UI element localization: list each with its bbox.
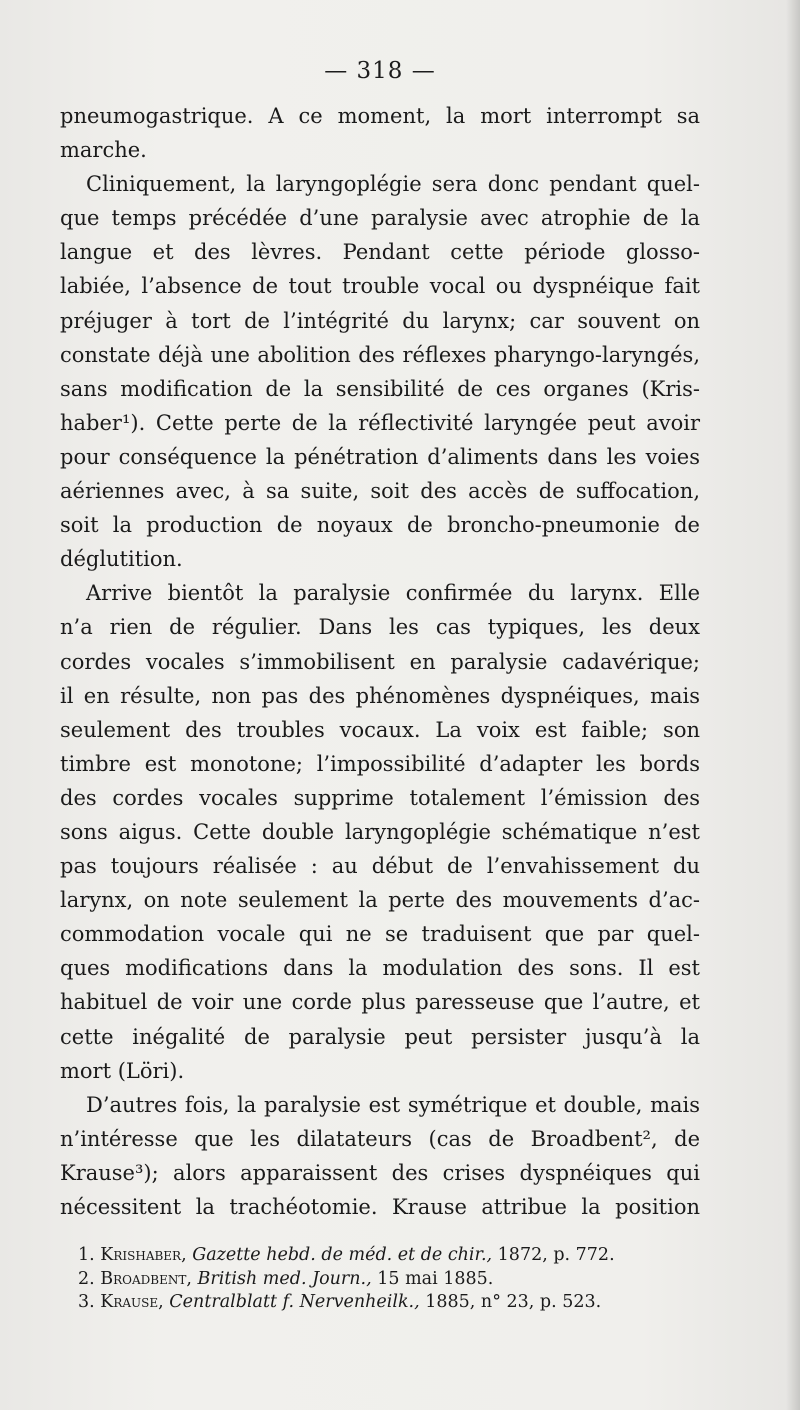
text-line: sons aigus. Cette double laryngoplégie schématique n’est: [60, 819, 700, 844]
footnote-title: British med. Journ.,: [197, 1268, 372, 1289]
text-line: pour conséquence la pénétration d’aliments dans les voies: [60, 444, 700, 469]
text-line: constate déjà une abolition des réflexes pharyngo-laryngés,: [60, 342, 700, 367]
text-line: n’intéresse que les dilatateurs (cas de Broadbent², de: [60, 1126, 700, 1151]
text-line: préjuger à tort de l’intégrité du larynx; car souvent on: [60, 308, 700, 333]
text-line: marche.: [60, 138, 147, 163]
footnote-title: Centralblatt f. Nervenheilk.,: [169, 1292, 420, 1312]
text-line: soit la production de noyaux de broncho-pneumonie de: [60, 513, 700, 538]
footnotes: [78, 1244, 698, 1315]
footnote-detail: 15 mai 1885.: [377, 1268, 494, 1289]
text-line: sans modification de la sensibilité de ces organes (Kris-: [60, 376, 700, 401]
text-line: labiée, l’absence de tout trouble vocal ou dyspnéique fait: [60, 274, 700, 299]
paragraph: [60, 99, 700, 167]
footnote-author: Krause,: [100, 1292, 164, 1312]
text-line: commodation vocale qui ne se traduisent que par quel-: [60, 922, 700, 947]
text-line: déglutition.: [60, 547, 183, 572]
text-line: ques modifications dans la modulation des sons. Il est: [60, 956, 700, 981]
text-line: nécessitent la trachéotomie. Krause attribue la position: [60, 1195, 700, 1219]
footnote-author: Krishaber,: [100, 1245, 187, 1265]
footnote: [78, 1244, 698, 1268]
text-line: langue et des lèvres. Pendant cette période glosso-: [60, 240, 700, 265]
footnote-number: 3.: [78, 1292, 95, 1312]
paragraph: [60, 167, 700, 576]
text-line: des cordes vocales supprime totalement l’émission des: [60, 785, 700, 810]
text-line: haber¹). Cette perte de la réflectivité laryngée peut avoir: [60, 410, 700, 435]
text-line: mort (Löri).: [60, 1058, 185, 1083]
text-line: n’a rien de régulier. Dans les cas typiques, les deux: [60, 615, 700, 640]
text-line: cordes vocales s’immobilisent en paralysie cadavérique;: [60, 649, 700, 674]
text-line: aériennes avec, à sa suite, soit des accès de suffocation,: [60, 479, 700, 504]
text-line: que temps précédée d’une paralysie avec atrophie de la: [60, 206, 700, 231]
text-line: timbre est monotone; l’impossibilité d’adapter les bords: [60, 751, 700, 776]
paragraph: [60, 1088, 700, 1224]
text-line: larynx, on note seulement la perte des mouvements d’ac-: [60, 888, 700, 913]
text-line: D’autres fois, la paralysie est symétrique et double, mais: [86, 1092, 700, 1117]
text-line: cette inégalité de paralysie peut persister jusqu’à la: [60, 1024, 700, 1049]
text-line: habituel de voir une corde plus paresseuse que l’autre, et: [60, 990, 700, 1015]
text-line: il en résulte, non pas des phénomènes dyspnéiques, mais: [60, 683, 700, 708]
footnote-title: Gazette hebd. de méd. et de chir.,: [192, 1245, 493, 1265]
text-line: seulement des troubles vocaux. La voix est faible; son: [60, 717, 700, 742]
text-line: Arrive bientôt la paralysie confirmée du larynx. Elle: [86, 581, 700, 606]
text-line: pas toujours réalisée : au début de l’envahissement du: [60, 854, 700, 879]
footnote: [78, 1268, 698, 1292]
body-text: [60, 99, 700, 1224]
footnote-number: 1.: [78, 1245, 95, 1265]
text-line: Krause³); alors apparaissent des crises dyspnéiques qui: [60, 1160, 700, 1185]
page-number: — 318 —: [324, 58, 436, 84]
page-edge-shadow: [786, 0, 800, 1410]
footnote-author: Broadbent,: [100, 1268, 192, 1289]
text-line: Cliniquement, la laryngoplégie sera donc pendant quel-: [86, 172, 700, 197]
footnote-detail: 1872, p. 772.: [497, 1245, 615, 1265]
paragraph: [60, 576, 700, 1087]
footnote-detail: 1885, n° 23, p. 523.: [425, 1292, 602, 1312]
text-line: pneumogastrique. A ce moment, la mort interrompt sa: [60, 104, 700, 128]
footnote-number: 2.: [78, 1268, 95, 1289]
footnote: [78, 1291, 698, 1315]
